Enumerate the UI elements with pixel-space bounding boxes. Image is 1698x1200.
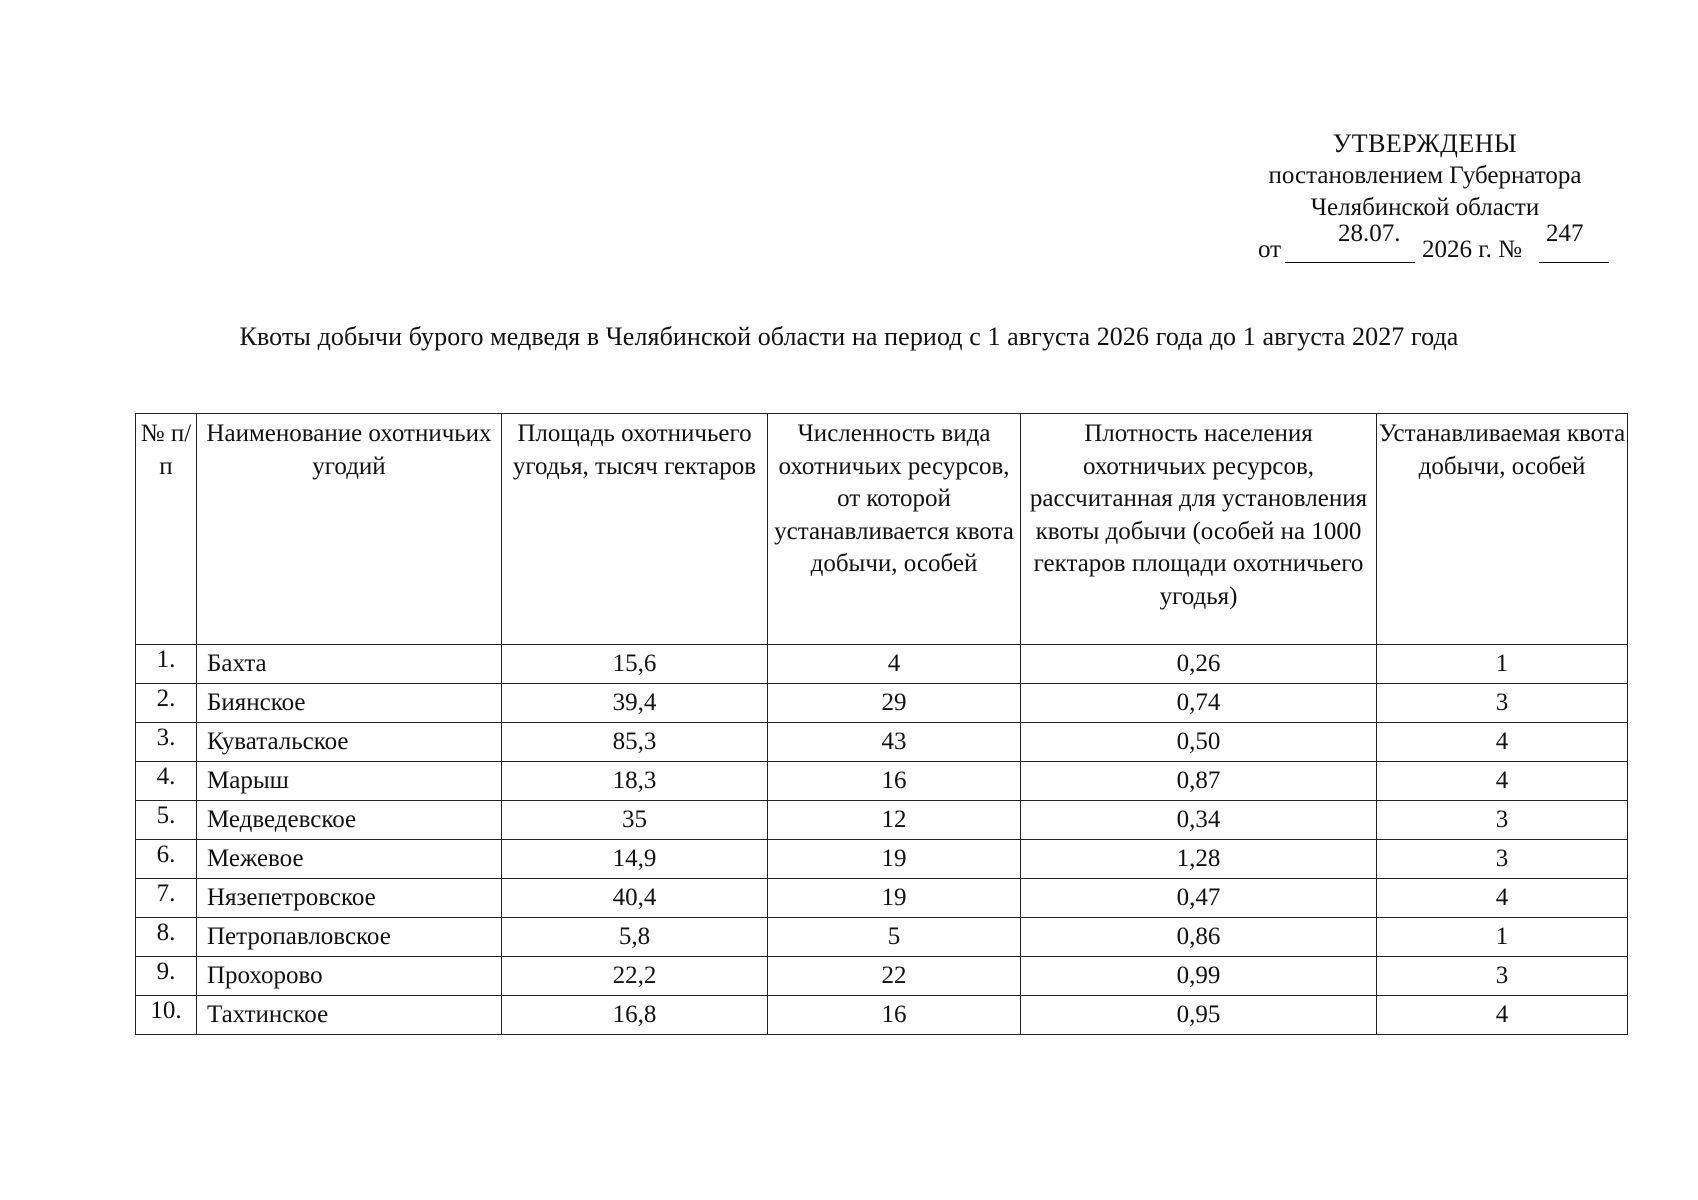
row-population: 12 — [768, 801, 1021, 840]
row-number: 8. — [136, 918, 197, 957]
row-quota: 4 — [1377, 879, 1628, 918]
row-quota: 1 — [1377, 918, 1628, 957]
row-area: 14,9 — [502, 840, 768, 879]
approval-stamp — [1240, 128, 1610, 264]
approval-line-2: Челябинской области — [1310, 194, 1540, 221]
row-area: 39,4 — [502, 684, 768, 723]
row-number: 10. — [136, 996, 197, 1035]
approval-line-1: постановлением Губернатора — [1268, 162, 1582, 189]
document-title: Квоты добычи бурого медведя в Челябинской области на период с 1 августа 2026 года до 1 августа 2027 года — [239, 322, 1459, 351]
table-row — [136, 645, 1628, 684]
table-row — [136, 918, 1628, 957]
row-name: Межевое — [197, 840, 502, 879]
header-population: Численность вида охотничьих ресурсов, от которой устанавливается квота добычи, особей — [768, 414, 1021, 645]
row-population: 19 — [768, 879, 1021, 918]
row-number: 6. — [136, 840, 197, 879]
row-density: 0,47 — [1021, 879, 1377, 918]
approval-date-line — [1240, 220, 1610, 264]
row-population: 16 — [768, 996, 1021, 1035]
row-density: 0,87 — [1021, 762, 1377, 801]
row-area: 40,4 — [502, 879, 768, 918]
row-area: 22,2 — [502, 957, 768, 996]
approval-title: УТВЕРЖДЕНЫ — [1332, 129, 1518, 158]
row-population: 5 — [768, 918, 1021, 957]
row-population: 43 — [768, 723, 1021, 762]
row-name: Куватальское — [197, 723, 502, 762]
row-quota: 3 — [1377, 840, 1628, 879]
table-row — [136, 723, 1628, 762]
row-density: 0,74 — [1021, 684, 1377, 723]
row-name: Медведевское — [197, 801, 502, 840]
row-area: 85,3 — [502, 723, 768, 762]
row-number: 1. — [136, 645, 197, 684]
header-name: Наименование охотничьих угодий — [197, 414, 502, 645]
row-population: 29 — [768, 684, 1021, 723]
row-number: 9. — [136, 957, 197, 996]
row-name: Марыш — [197, 762, 502, 801]
row-number: 3. — [136, 723, 197, 762]
row-density: 0,50 — [1021, 723, 1377, 762]
table-row — [136, 957, 1628, 996]
header-number: № п/п — [136, 414, 197, 645]
table-row — [136, 996, 1628, 1035]
row-name: Тахтинское — [197, 996, 502, 1035]
approval-prefix: от — [1258, 236, 1282, 263]
row-area: 35 — [502, 801, 768, 840]
approval-number: 247 — [1546, 220, 1584, 247]
row-quota: 4 — [1377, 996, 1628, 1035]
row-number: 4. — [136, 762, 197, 801]
row-name: Петропавловское — [197, 918, 502, 957]
row-population: 4 — [768, 645, 1021, 684]
row-number: 5. — [136, 801, 197, 840]
row-density: 0,26 — [1021, 645, 1377, 684]
row-quota: 4 — [1377, 762, 1628, 801]
row-density: 0,95 — [1021, 996, 1377, 1035]
table-header-row — [136, 414, 1628, 645]
table-row — [136, 684, 1628, 723]
row-quota: 3 — [1377, 684, 1628, 723]
row-population: 19 — [768, 840, 1021, 879]
row-name: Бахта — [197, 645, 502, 684]
row-area: 18,3 — [502, 762, 768, 801]
header-area: Площадь охотничьего угодья, тысяч гектаров — [502, 414, 768, 645]
approval-year: 2026 г. № — [1422, 236, 1523, 263]
row-area: 16,8 — [502, 996, 768, 1035]
row-name: Прохорово — [197, 957, 502, 996]
row-quota: 4 — [1377, 723, 1628, 762]
table-row — [136, 879, 1628, 918]
row-population: 22 — [768, 957, 1021, 996]
quota-table — [135, 413, 1628, 1035]
table-row — [136, 762, 1628, 801]
header-quota: Устанавливаемая квота добычи, особей — [1377, 414, 1628, 645]
row-area: 5,8 — [502, 918, 768, 957]
row-density: 0,86 — [1021, 918, 1377, 957]
table-row — [136, 801, 1628, 840]
row-name: Биянское — [197, 684, 502, 723]
table-row — [136, 840, 1628, 879]
row-population: 16 — [768, 762, 1021, 801]
row-density: 0,34 — [1021, 801, 1377, 840]
row-number: 2. — [136, 684, 197, 723]
row-quota: 1 — [1377, 645, 1628, 684]
row-quota: 3 — [1377, 801, 1628, 840]
row-density: 1,28 — [1021, 840, 1377, 879]
row-density: 0,99 — [1021, 957, 1377, 996]
approval-date: 28.07. — [1338, 220, 1401, 247]
row-area: 15,6 — [502, 645, 768, 684]
row-quota: 3 — [1377, 957, 1628, 996]
row-number: 7. — [136, 879, 197, 918]
header-density: Плотность населения охотничьих ресурсов, рассчитанная для установления квоты добычи (особей на 1000 гектаров площади охотничьего угодья) — [1021, 414, 1377, 645]
row-name: Нязепетровское — [197, 879, 502, 918]
